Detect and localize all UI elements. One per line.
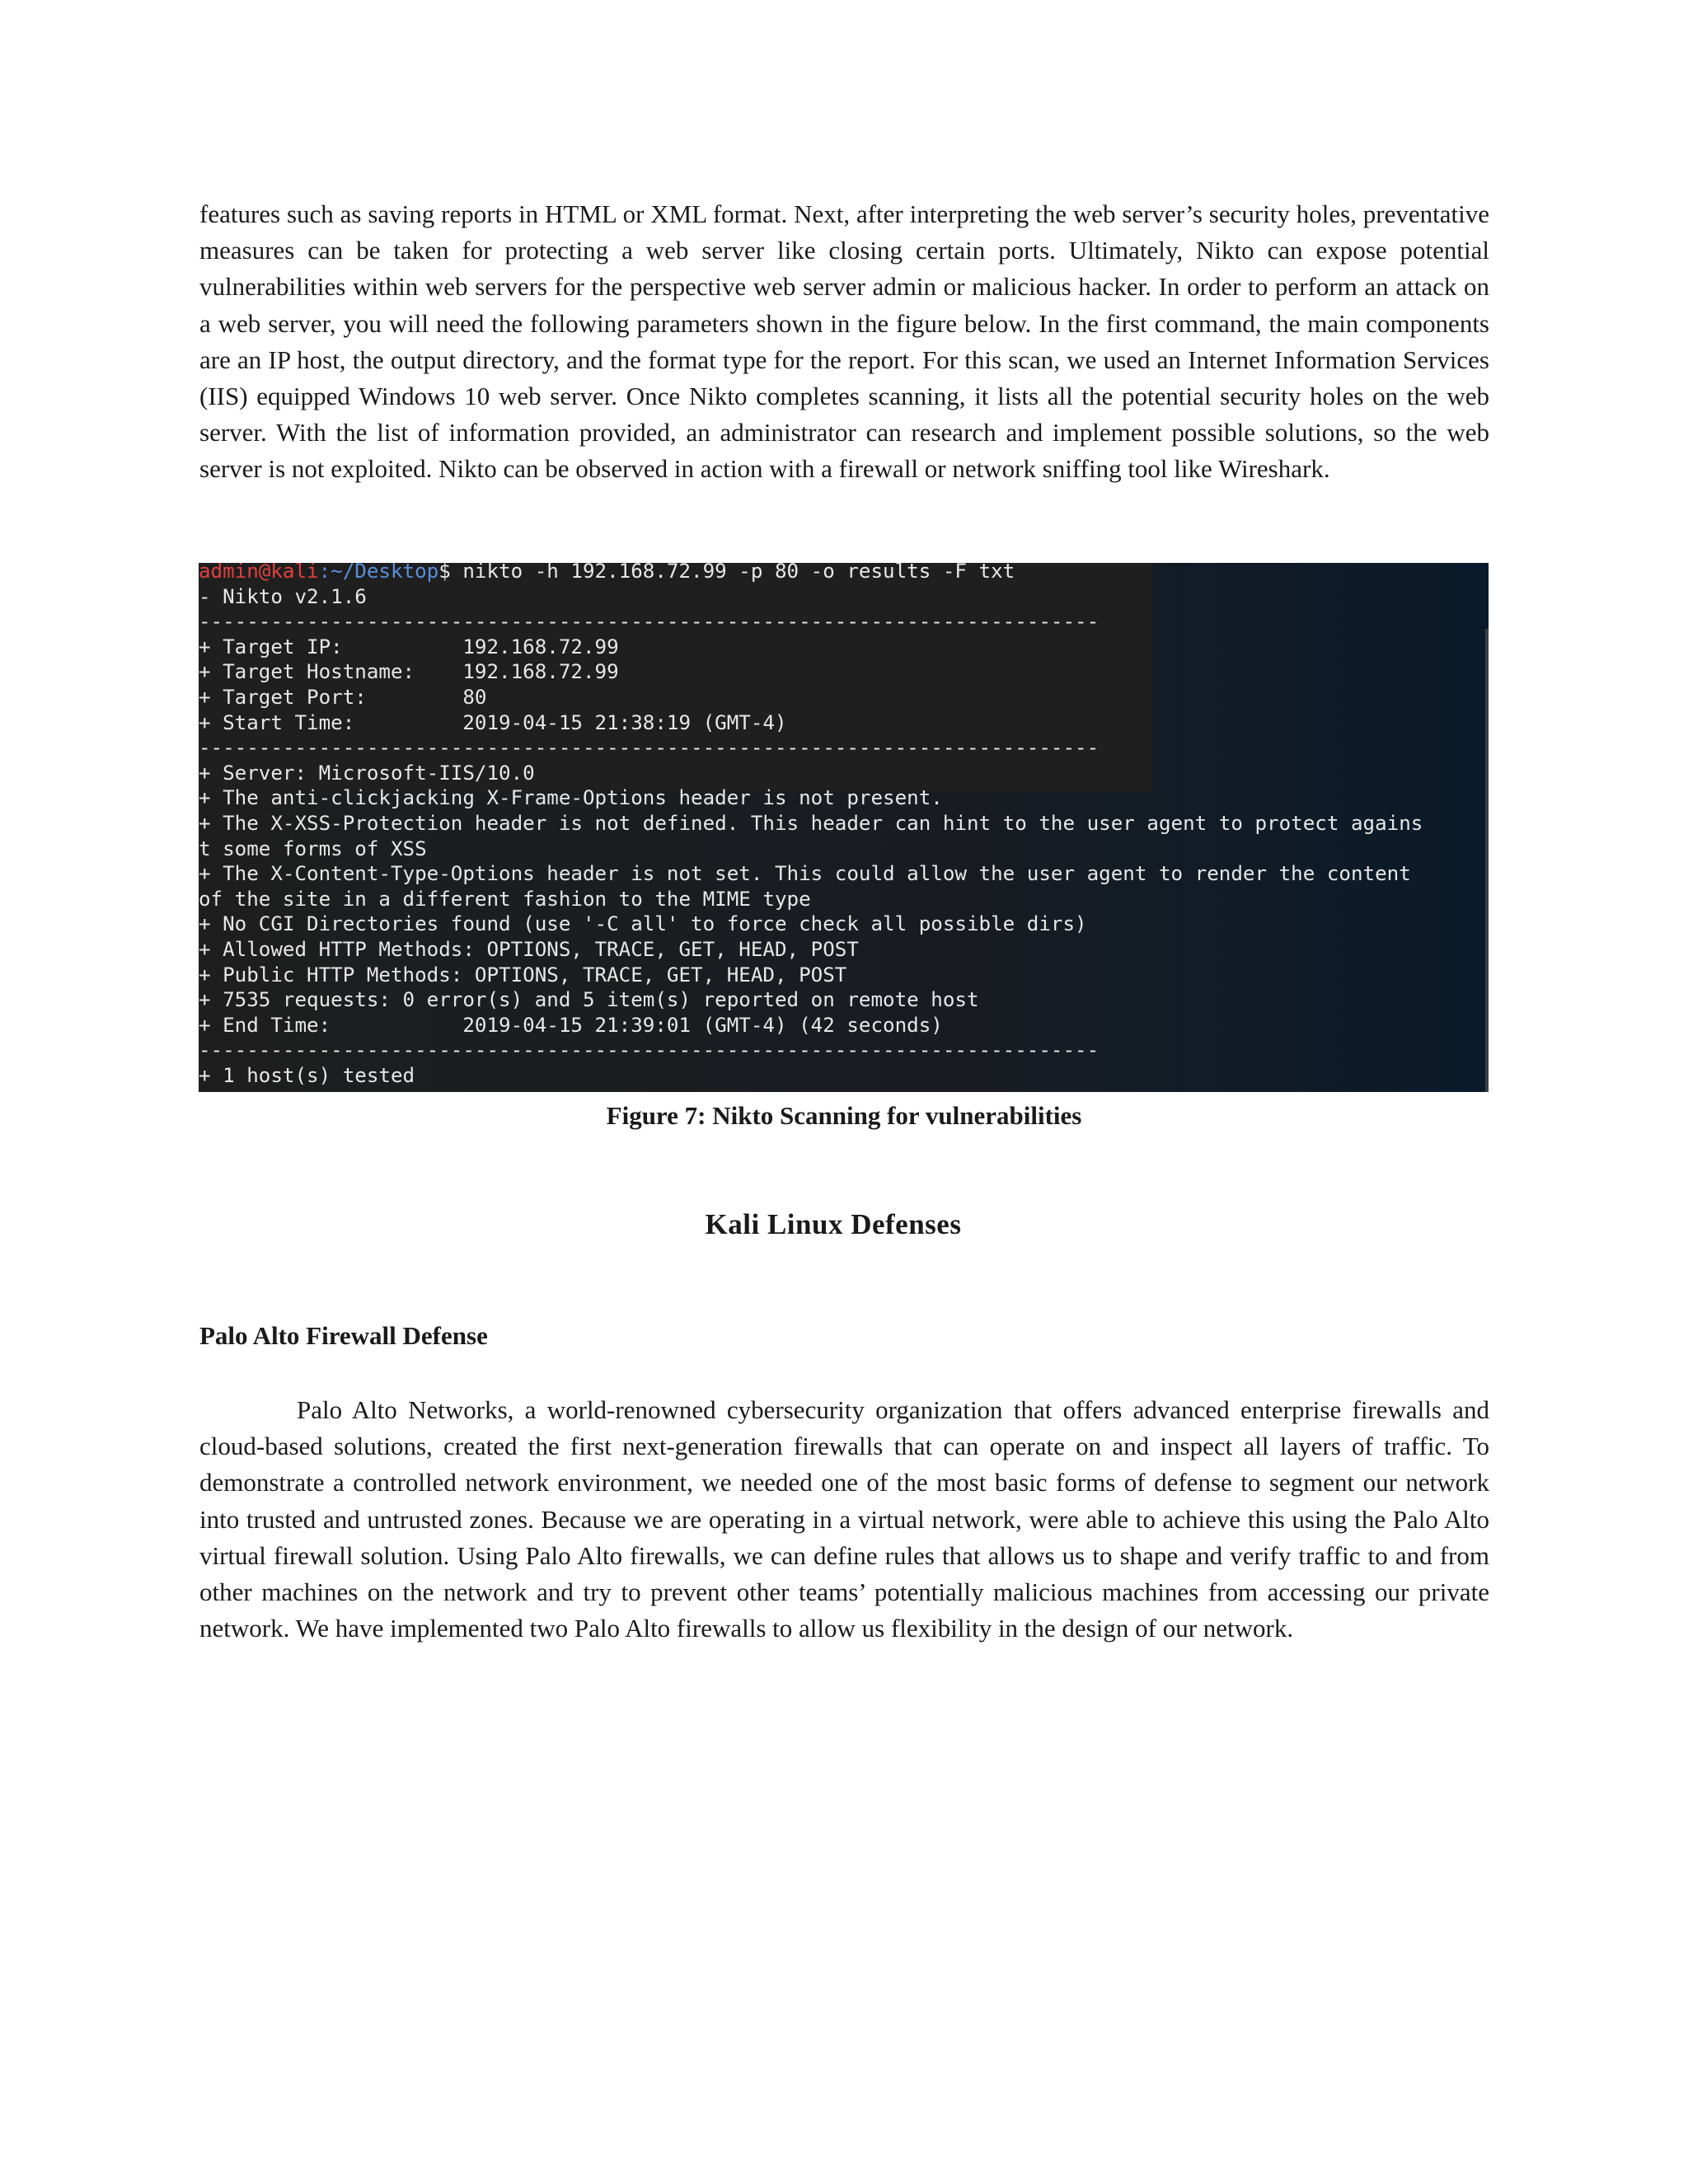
terminal-line: + Target Port: 80 — [199, 685, 487, 709]
terminal-command: $ nikto -h 192.168.72.99 -p 80 -o results -F txt — [438, 563, 1015, 583]
prompt-path: :~/Desktop — [318, 563, 439, 583]
terminal-line: --------------------------------------------------------------------------- — [199, 610, 1100, 634]
figure-caption: Figure 7: Nikto Scanning for vulnerabilities — [606, 1101, 1082, 1130]
terminal-line: --------------------------------------------------------------------------- — [199, 736, 1100, 760]
terminal-line: + Target Hostname: 192.168.72.99 — [199, 660, 619, 684]
terminal-line: + The anti-clickjacking X-Frame-Options header is not present. — [199, 786, 943, 810]
terminal-line: + No CGI Directories found (use '-C all' to force check all possible dirs) — [199, 912, 1087, 936]
terminal-line: + The X-XSS-Protection header is not defined. This header can hint to the user agent to protect agains — [199, 811, 1423, 835]
subsection-heading: Palo Alto Firewall Defense — [199, 1321, 488, 1350]
terminal-line: + Public HTTP Methods: OPTIONS, TRACE, GET, HEAD, POST — [199, 963, 847, 987]
terminal-line: + Target IP: 192.168.72.99 — [199, 635, 619, 658]
terminal-prompt-line — [199, 563, 1423, 584]
terminal-line: + Allowed HTTP Methods: OPTIONS, TRACE, GET, HEAD, POST — [199, 937, 859, 961]
terminal-output — [199, 563, 1423, 1088]
intro-paragraph: features such as saving reports in HTML or XML format. Next, after interpreting the web server’s security holes, preventative measures can be taken for protecting a web server like closing certain ports. Ultimately, Nikto can expose potential vulnerabilities within web servers for the perspective web server admin or malicious hacker. In order to perform an attack on a web server, you will need the following parameters shown in the figure below. In the first command, the main components are an IP host, the output directory, and the format type for the report. For this scan, we used an Internet Information Services (IIS) equipped Windows 10 web server. Once Nikto completes scanning, it lists all the potential security holes on the web server. With the list of information provided, an administrator can research and implement possible solutions, so the web server is not exploited. Nikto can be observed in action with a firewall or network sniffing tool like Wireshark. — [199, 199, 1489, 484]
terminal-line: + End Time: 2019-04-15 21:39:01 (GMT-4) (42 seconds) — [199, 1013, 943, 1037]
terminal-line: + The X-Content-Type-Options header is not set. This could allow the user agent to render the content — [199, 862, 1411, 886]
terminal-line: + Start Time: 2019-04-15 21:38:19 (GMT-4) — [199, 710, 787, 734]
terminal-line: --------------------------------------------------------------------------- — [199, 1038, 1100, 1062]
terminal-line: t some forms of XSS — [199, 837, 427, 860]
terminal-line: - Nikto v2.1.6 — [199, 584, 367, 608]
terminal-line: + 1 host(s) tested — [199, 1063, 415, 1087]
terminal-line: + 7535 requests: 0 error(s) and 5 item(s) reported on remote host — [199, 988, 979, 1012]
prompt-user: admin@kali — [199, 563, 319, 583]
terminal-line: + Server: Microsoft-IIS/10.0 — [199, 761, 535, 785]
terminal-line: of the site in a different fashion to the MIME type — [199, 887, 811, 911]
terminal-screenshot — [199, 563, 1489, 1092]
terminal-scrollbar — [1485, 629, 1489, 1092]
section-heading: Kali Linux Defenses — [705, 1208, 962, 1240]
body-paragraph: Palo Alto Networks, a world-renowned cybersecurity organization that offers advanced enterprise firewalls and cloud-based solutions, created the first next-generation firewalls that can operate on and inspect all layers of traffic. To demonstrate a controlled network environment, we needed one of the most basic forms of defense to segment our network into trusted and untrusted zones. Because we are operating in a virtual network, were able to achieve this using the Palo Alto virtual firewall solution. Using Palo Alto firewalls, we can define rules that allows us to shape and verify traffic to and from other machines on the network and try to prevent other teams’ potentially malicious machines from accessing our private network. We have implemented two Palo Alto firewalls to allow us flexibility in the design of our network. — [199, 1395, 1489, 1643]
